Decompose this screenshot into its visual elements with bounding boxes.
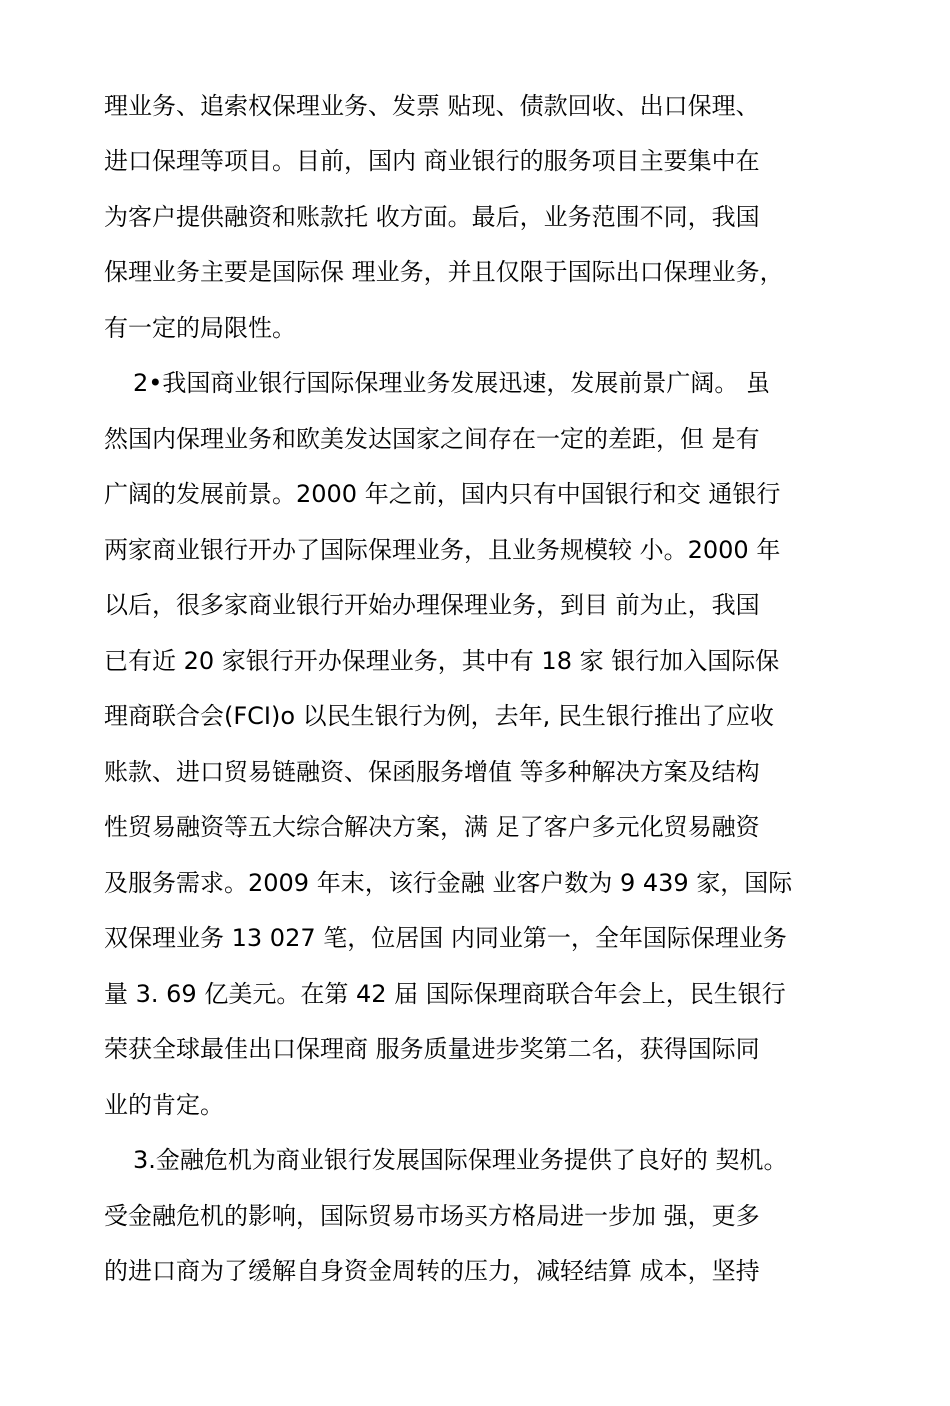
text-line: 已有近 20 家银行开办保理业务，其中有 18 家 银行加入国际保 <box>104 647 780 675</box>
text-line: 性贸易融资等五大综合解决方案，满 足了客户多元化贸易融资 <box>104 813 760 841</box>
text-line: 以后，很多家商业银行开始办理保理业务，到目 前为止，我国 <box>104 591 760 619</box>
text-line: 量 3. 69 亿美元。在第 42 届 国际保理商联合年会上，民生银行 <box>104 980 786 1008</box>
text-line: 及服务需求。2009 年末，该行金融 业客户数为 9 439 家，国际 <box>104 869 793 897</box>
text-line: 进口保理等项目。目前，国内 商业银行的服务项目主要集中在 <box>104 147 760 175</box>
text-line: 荣获全球最佳出口保理商 服务质量进步奖第二名，获得国际同 <box>104 1035 760 1063</box>
text-line: 账款、进口贸易链融资、保函服务增值 等多种解决方案及结构 <box>104 758 760 786</box>
text-line: 为客户提供融资和账款托 收方面。最后，业务范围不同，我国 <box>104 203 760 231</box>
text-line: 两家商业银行开办了国际保理业务，且业务规模较 小。2000 年 <box>104 536 781 564</box>
text-line: 双保理业务 13 027 笔，位居国 内同业第一，全年国际保理业务 <box>104 924 787 952</box>
text-line: 保理业务主要是国际保 理业务，并且仅限于国际出口保理业务， <box>104 258 784 286</box>
text-line: 理商联合会(FCI)o 以民生银行为例，去年, 民生银行推出了应收 <box>104 702 774 730</box>
text-line: 受金融危机的影响，国际贸易市场买方格局进一步加 强，更多 <box>104 1202 760 1230</box>
text-line: 的进口商为了缓解自身资金周转的压力，减轻结算 成本，坚持 <box>104 1257 760 1285</box>
paragraph-start-line: 2•我国商业银行国际保理业务发展迅速，发展前景广阔。 虽 <box>133 369 771 397</box>
text-line: 理业务、追索权保理业务、发票 贴现、债款回收、出口保理、 <box>104 92 760 120</box>
text-line: 然国内保理业务和欧美发达国家之间存在一定的差距，但 是有 <box>104 425 760 453</box>
text-line: 有一定的局限性。 <box>104 314 296 342</box>
text-line: 广阔的发展前景。2000 年之前，国内只有中国银行和交 通银行 <box>104 480 781 508</box>
paragraph-start-line: 3.金融危机为商业银行发展国际保理业务提供了良好的 契机。 <box>133 1146 788 1174</box>
text-line: 业的肯定。 <box>104 1091 224 1119</box>
